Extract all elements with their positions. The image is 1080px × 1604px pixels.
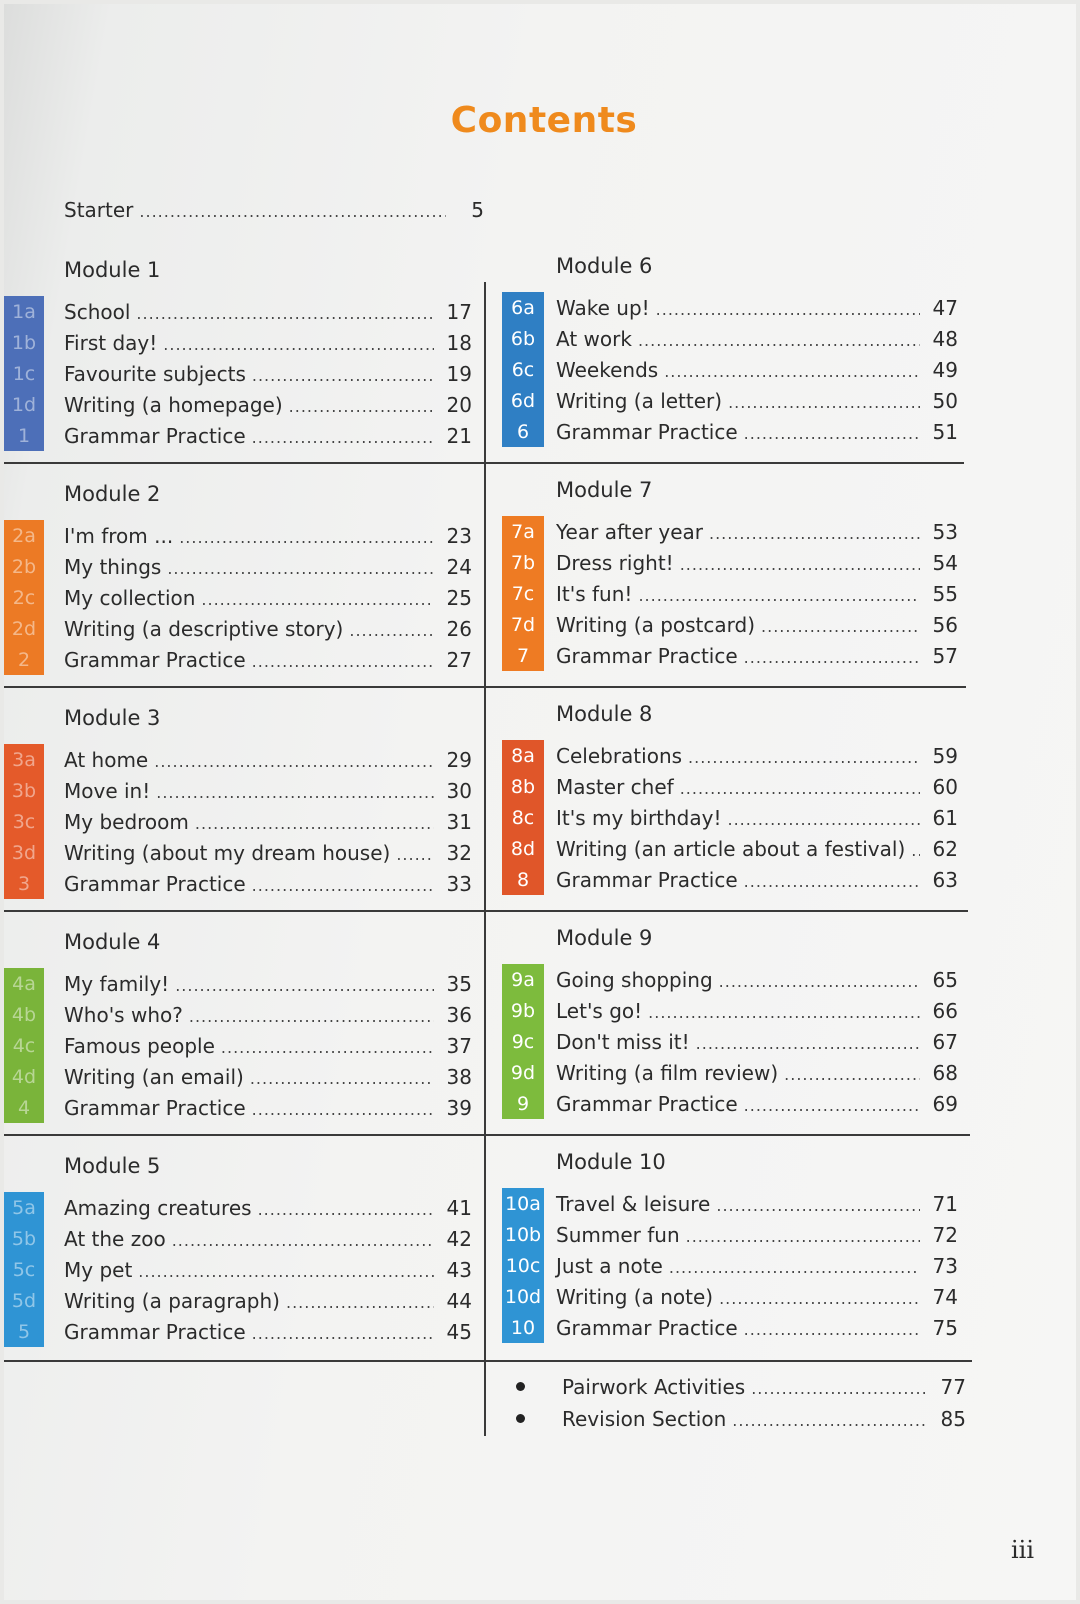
leader-dots: [172, 1227, 434, 1250]
toc-entry[interactable]: [556, 1057, 958, 1088]
entry-label: Wake up!: [556, 295, 650, 320]
toc-entry[interactable]: [64, 551, 472, 582]
leader-dots: [784, 1061, 920, 1084]
toc-entry[interactable]: [64, 296, 472, 327]
toc-entry[interactable]: [556, 292, 958, 323]
leader-dots: [258, 1196, 434, 1219]
unit-tab: 10a: [502, 1188, 544, 1219]
page-title: Contents: [450, 100, 638, 141]
entry-label: Grammar Practice: [556, 643, 738, 668]
module-title: Module 7: [556, 478, 653, 502]
toc-entry[interactable]: [556, 864, 958, 895]
unit-tab: 9c: [502, 1026, 544, 1057]
toc-entry[interactable]: [556, 516, 958, 547]
toc-entry[interactable]: [556, 1312, 958, 1343]
entry-page: 31: [446, 809, 472, 834]
entry-label: My collection: [64, 585, 196, 610]
unit-tab: 1a: [4, 296, 44, 327]
toc-entry[interactable]: [64, 837, 472, 868]
toc-entry[interactable]: [64, 327, 472, 358]
entry-page: 54: [932, 550, 958, 575]
leader-dots: [680, 551, 920, 574]
unit-tab: 2d: [4, 613, 44, 644]
unit-tab: 9d: [502, 1057, 544, 1088]
unit-tab: 4: [4, 1092, 44, 1123]
entry-page: 25: [446, 585, 472, 610]
entry-label: Travel & leisure: [556, 1191, 711, 1216]
section-divider: [4, 1360, 972, 1362]
entry-label: Starter: [64, 197, 134, 222]
unit-tab: 8b: [502, 771, 544, 802]
entry-page: 21: [446, 423, 472, 448]
leader-dots: [664, 358, 920, 381]
entry-label: My bedroom: [64, 809, 189, 834]
entry-label: Favourite subjects: [64, 361, 246, 386]
leader-dots: [728, 806, 921, 829]
leader-dots: [289, 393, 434, 416]
leader-dots: [163, 331, 434, 354]
leader-dots: [696, 1030, 920, 1053]
entry-page: 19: [446, 361, 472, 386]
entry-page: 47: [932, 295, 958, 320]
leader-dots: [286, 1289, 434, 1312]
entry-page: 67: [932, 1029, 958, 1054]
leader-dots: [252, 1096, 434, 1119]
entry-page: 57: [932, 643, 958, 668]
entry-page: 39: [446, 1095, 472, 1120]
entry-label: Year after year: [556, 519, 703, 544]
entry-page: 18: [446, 330, 472, 355]
entry-label: Grammar Practice: [64, 1319, 246, 1344]
entry-label: I'm from ...: [64, 523, 174, 548]
leader-dots: [349, 617, 434, 640]
entry-label: It's my birthday!: [556, 805, 722, 830]
unit-tab: 6c: [502, 354, 544, 385]
toc-entry[interactable]: [556, 995, 958, 1026]
toc-entry[interactable]: [556, 416, 958, 447]
leader-dots: [156, 779, 434, 802]
entry-page: 56: [932, 612, 958, 637]
entry-page: 45: [446, 1319, 472, 1344]
leader-dots: [728, 389, 920, 412]
section-divider: [4, 910, 968, 912]
module-title: Module 9: [556, 926, 653, 950]
toc-entry[interactable]: [64, 1223, 472, 1254]
entry-page: 68: [932, 1060, 958, 1085]
leader-dots: [136, 300, 434, 323]
entry-label: At the zoo: [64, 1226, 166, 1251]
unit-tab: 4c: [4, 1030, 44, 1061]
entry-page: 23: [446, 523, 472, 548]
unit-tab: 1b: [4, 327, 44, 358]
module-title: Module 2: [64, 482, 161, 506]
entry-page: 77: [940, 1374, 966, 1399]
unit-tab: 2: [4, 644, 44, 675]
entry-label: Just a note: [556, 1253, 663, 1278]
unit-tab: 6a: [502, 292, 544, 323]
starter-entry[interactable]: [64, 194, 484, 225]
unit-tab: 3a: [4, 744, 44, 775]
toc-entry[interactable]: [64, 1192, 472, 1223]
toc-entry[interactable]: [64, 744, 472, 775]
unit-tab: 7a: [502, 516, 544, 547]
entry-page: 27: [446, 647, 472, 672]
leader-dots: [719, 1285, 920, 1308]
unit-tab: 10b: [502, 1219, 544, 1250]
entry-page: 36: [446, 1002, 472, 1027]
bullet-icon: [516, 1414, 525, 1423]
leader-dots: [911, 837, 920, 860]
entry-page: 61: [932, 805, 958, 830]
entry-label: Writing (an email): [64, 1064, 244, 1089]
entry-page: 43: [446, 1257, 472, 1282]
entry-label: Writing (a postcard): [556, 612, 756, 637]
page-number: iii: [1010, 1536, 1034, 1564]
entry-label: Don't miss it!: [556, 1029, 690, 1054]
unit-tab: 1c: [4, 358, 44, 389]
unit-tab: 6: [502, 416, 544, 447]
entry-page: 71: [932, 1191, 958, 1216]
entry-label: Summer fun: [556, 1222, 680, 1247]
toc-entry[interactable]: [64, 1254, 472, 1285]
entry-page: 37: [446, 1033, 472, 1058]
entry-label: Amazing creatures: [64, 1195, 252, 1220]
toc-entry[interactable]: [556, 1219, 958, 1250]
entry-page: 55: [932, 581, 958, 606]
leader-dots: [195, 810, 434, 833]
unit-tab: 9b: [502, 995, 544, 1026]
toc-entry[interactable]: [556, 609, 958, 640]
toc-entry[interactable]: [64, 806, 472, 837]
module-title: Module 10: [556, 1150, 666, 1174]
entry-label: My family!: [64, 971, 170, 996]
toc-entry[interactable]: [64, 1316, 472, 1347]
entry-page: 48: [932, 326, 958, 351]
leader-dots: [744, 1316, 920, 1339]
entry-label: Master chef: [556, 774, 674, 799]
toc-entry[interactable]: [556, 323, 958, 354]
leader-dots: [179, 524, 434, 547]
unit-tab: 7d: [502, 609, 544, 640]
entry-label: At home: [64, 747, 149, 772]
toc-entry[interactable]: [64, 613, 472, 644]
entry-page: 30: [446, 778, 472, 803]
entry-page: 51: [932, 419, 958, 444]
entry-label: Writing (a descriptive story): [64, 616, 344, 641]
unit-tab: 5c: [4, 1254, 44, 1285]
leader-dots: [250, 1065, 434, 1088]
entry-page: 63: [932, 867, 958, 892]
unit-tab: 9a: [502, 964, 544, 995]
unit-tab: 8a: [502, 740, 544, 771]
toc-entry[interactable]: [556, 1026, 958, 1057]
toc-entry[interactable]: [64, 644, 472, 675]
unit-tab: 4a: [4, 968, 44, 999]
column-divider: [484, 282, 486, 1436]
unit-tab: 5a: [4, 1192, 44, 1223]
entry-label: Celebrations: [556, 743, 683, 768]
entry-page: 72: [932, 1222, 958, 1247]
entry-label: Writing (an article about a festival): [556, 836, 906, 861]
entry-label: Writing (a note): [556, 1284, 714, 1309]
toc-entry[interactable]: [556, 740, 958, 771]
leader-dots: [744, 420, 920, 443]
leader-dots: [201, 586, 434, 609]
section-divider: [4, 462, 964, 464]
entry-label: Writing (a homepage): [64, 392, 283, 417]
toc-entry[interactable]: [64, 775, 472, 806]
toc-entry[interactable]: [556, 1188, 958, 1219]
entry-label: Let's go!: [556, 998, 643, 1023]
entry-page: 73: [932, 1253, 958, 1278]
unit-tab: 4d: [4, 1061, 44, 1092]
contents-page: [4, 4, 1076, 1600]
toc-entry[interactable]: [64, 358, 472, 389]
toc-entry[interactable]: [64, 868, 472, 899]
toc-entry[interactable]: [64, 1030, 472, 1061]
entry-page: 74: [932, 1284, 958, 1309]
leader-dots: [744, 1092, 920, 1115]
entry-label: Writing (a film review): [556, 1060, 779, 1085]
unit-tab: 8c: [502, 802, 544, 833]
entry-label: Going shopping: [556, 967, 713, 992]
unit-tab: 3c: [4, 806, 44, 837]
entry-page: 65: [932, 967, 958, 992]
leader-dots: [669, 1254, 920, 1277]
section-divider: [4, 686, 966, 688]
leader-dots: [716, 1192, 920, 1215]
entry-page: 29: [446, 747, 472, 772]
unit-tab: 10: [502, 1312, 544, 1343]
entry-page: 20: [446, 392, 472, 417]
entry-page: 50: [932, 388, 958, 413]
leader-dots: [732, 1407, 928, 1430]
entry-page: 66: [932, 998, 958, 1023]
entry-page: 35: [446, 971, 472, 996]
toc-entry[interactable]: [556, 833, 958, 864]
leader-dots: [751, 1375, 928, 1398]
entry-label: Who's who?: [64, 1002, 183, 1027]
entry-page: 38: [446, 1064, 472, 1089]
unit-tab: 1: [4, 420, 44, 451]
bullet-icon: [516, 1382, 525, 1391]
leader-dots: [139, 198, 446, 221]
unit-tab: 7c: [502, 578, 544, 609]
unit-tab: 2a: [4, 520, 44, 551]
entry-label: Writing (about my dream house): [64, 840, 391, 865]
toc-entry[interactable]: [556, 1088, 958, 1119]
entry-label: My pet: [64, 1257, 133, 1282]
toc-entry[interactable]: [64, 968, 472, 999]
leader-dots: [656, 296, 920, 319]
leader-dots: [688, 744, 920, 767]
unit-tab: 2c: [4, 582, 44, 613]
unit-tab: 8d: [502, 833, 544, 864]
leader-dots: [638, 582, 920, 605]
entry-label: Writing (a letter): [556, 388, 723, 413]
toc-entry[interactable]: [64, 520, 472, 551]
entry-label: Grammar Practice: [64, 871, 246, 896]
entry-page: 24: [446, 554, 472, 579]
module-title: Module 1: [64, 258, 161, 282]
entry-page: 42: [446, 1226, 472, 1251]
toc-entry[interactable]: [556, 547, 958, 578]
entry-label: Grammar Practice: [556, 1091, 738, 1116]
entry-label: School: [64, 299, 131, 324]
toc-entry[interactable]: [64, 1285, 472, 1316]
unit-tab: 3b: [4, 775, 44, 806]
entry-page: 33: [446, 871, 472, 896]
entry-page: 59: [932, 743, 958, 768]
entry-page: 62: [932, 836, 958, 861]
unit-tab: 5b: [4, 1223, 44, 1254]
toc-entry[interactable]: [64, 999, 472, 1030]
entry-label: Weekends: [556, 357, 659, 382]
unit-tab: 6d: [502, 385, 544, 416]
leader-dots: [680, 775, 920, 798]
entry-page: 44: [446, 1288, 472, 1313]
entry-label: Revision Section: [562, 1406, 727, 1431]
section-divider: [4, 1134, 970, 1136]
toc-entry[interactable]: [556, 802, 958, 833]
leader-dots: [252, 872, 434, 895]
leader-dots: [167, 555, 434, 578]
unit-tab: 10c: [502, 1250, 544, 1281]
entry-label: Writing (a paragraph): [64, 1288, 280, 1313]
leader-dots: [709, 520, 920, 543]
leader-dots: [744, 644, 920, 667]
toc-entry[interactable]: [556, 354, 958, 385]
entry-page: 53: [932, 519, 958, 544]
module-title: Module 4: [64, 930, 161, 954]
entry-page: 49: [932, 357, 958, 382]
toc-entry[interactable]: [64, 420, 472, 451]
leader-dots: [252, 1320, 434, 1343]
toc-entry[interactable]: [556, 964, 958, 995]
unit-tab: 8: [502, 864, 544, 895]
entry-label: At work: [556, 326, 632, 351]
leader-dots: [252, 648, 434, 671]
toc-entry[interactable]: [64, 582, 472, 613]
entry-page: 26: [446, 616, 472, 641]
toc-entry[interactable]: [556, 578, 958, 609]
leader-dots: [221, 1034, 434, 1057]
entry-label: Dress right!: [556, 550, 674, 575]
extra-entry-pairwork[interactable]: [562, 1371, 966, 1402]
toc-entry[interactable]: [556, 1281, 958, 1312]
leader-dots: [638, 327, 920, 350]
leader-dots: [396, 841, 434, 864]
leader-dots: [648, 999, 920, 1022]
unit-tab: 4b: [4, 999, 44, 1030]
entry-label: It's fun!: [556, 581, 633, 606]
entry-page: 85: [940, 1406, 966, 1431]
leader-dots: [138, 1258, 434, 1281]
entry-label: Grammar Practice: [556, 867, 738, 892]
unit-tab: 7b: [502, 547, 544, 578]
module-title: Module 3: [64, 706, 161, 730]
toc-entry[interactable]: [556, 385, 958, 416]
leader-dots: [719, 968, 920, 991]
toc-entry[interactable]: [556, 640, 958, 671]
leader-dots: [761, 613, 920, 636]
entry-page: 41: [446, 1195, 472, 1220]
entry-page: 17: [446, 299, 472, 324]
unit-tab: 7: [502, 640, 544, 671]
module-title: Module 8: [556, 702, 653, 726]
entry-label: Grammar Practice: [64, 423, 246, 448]
unit-tab: 3d: [4, 837, 44, 868]
extra-entry-revision[interactable]: [562, 1403, 966, 1434]
module-title: Module 6: [556, 254, 653, 278]
toc-entry[interactable]: [556, 771, 958, 802]
entry-label: Pairwork Activities: [562, 1374, 746, 1399]
unit-tab: 6b: [502, 323, 544, 354]
entry-page: 75: [932, 1315, 958, 1340]
unit-tab: 9: [502, 1088, 544, 1119]
toc-entry[interactable]: [556, 1250, 958, 1281]
leader-dots: [744, 868, 920, 891]
entry-label: Grammar Practice: [64, 1095, 246, 1120]
toc-entry[interactable]: [64, 1092, 472, 1123]
entry-label: Grammar Practice: [556, 419, 738, 444]
entry-label: Grammar Practice: [556, 1315, 738, 1340]
unit-tab: 1d: [4, 389, 44, 420]
leader-dots: [252, 424, 434, 447]
unit-tab: 3: [4, 868, 44, 899]
leader-dots: [252, 362, 434, 385]
leader-dots: [189, 1003, 434, 1026]
toc-entry[interactable]: [64, 1061, 472, 1092]
entry-page: 69: [932, 1091, 958, 1116]
entry-label: My things: [64, 554, 162, 579]
unit-tab: 5d: [4, 1285, 44, 1316]
unit-tab: 10d: [502, 1281, 544, 1312]
unit-tab: 2b: [4, 551, 44, 582]
entry-label: Famous people: [64, 1033, 215, 1058]
leader-dots: [154, 748, 434, 771]
entry-label: Grammar Practice: [64, 647, 246, 672]
toc-entry[interactable]: [64, 389, 472, 420]
module-title: Module 5: [64, 1154, 161, 1178]
entry-page: 32: [446, 840, 472, 865]
entry-page: 5: [471, 197, 484, 222]
entry-label: First day!: [64, 330, 158, 355]
leader-dots: [686, 1223, 920, 1246]
entry-label: Move in!: [64, 778, 151, 803]
unit-tab: 5: [4, 1316, 44, 1347]
entry-page: 60: [932, 774, 958, 799]
leader-dots: [175, 972, 434, 995]
